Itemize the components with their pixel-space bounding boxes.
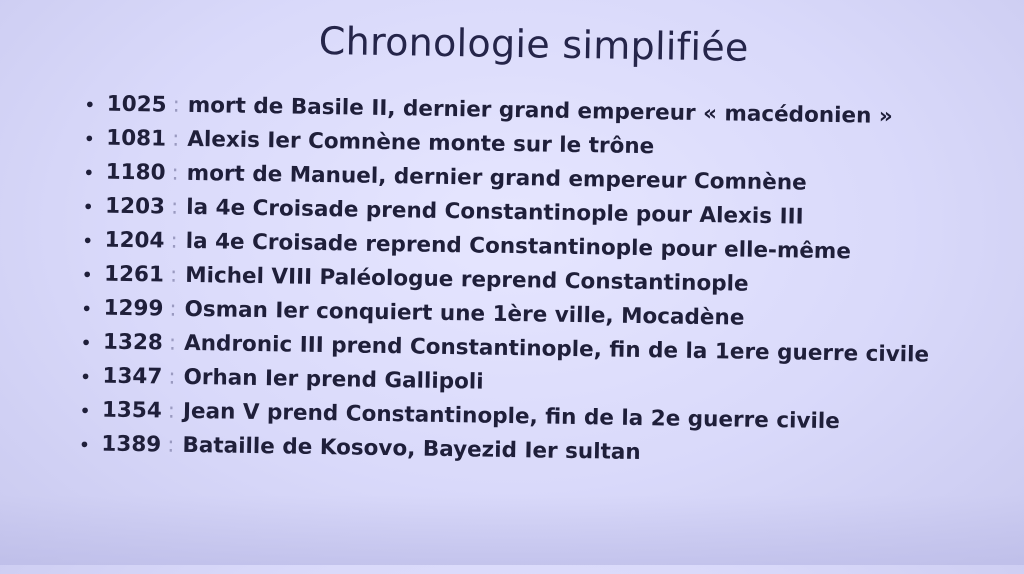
slide-title: Chronologie simplifiée — [318, 18, 749, 70]
event-separator: : — [170, 194, 179, 220]
event-text: mort de Manuel, dernier grand empereur Comnène — [186, 160, 807, 196]
event-separator: : — [170, 228, 178, 254]
event-separator: : — [169, 296, 177, 322]
event-separator: : — [167, 432, 175, 458]
event-text: Alexis Ier Comnène monte sur le trône — [187, 126, 655, 160]
event-text: Michel VIII Paléologue reprend Constantinople — [184, 262, 749, 297]
bullet-icon: • — [83, 163, 95, 183]
event-year: 1204 — [104, 227, 165, 254]
bullet-icon: • — [82, 231, 93, 251]
event-separator: : — [169, 262, 178, 288]
event-year: 1180 — [105, 159, 166, 186]
event-separator: : — [171, 126, 180, 152]
event-year: 1299 — [103, 295, 164, 322]
bullet-icon: • — [84, 129, 95, 149]
bullet-icon: • — [84, 95, 96, 115]
bullet-icon: • — [81, 265, 93, 285]
bottom-shade — [0, 495, 1024, 565]
event-separator: : — [167, 398, 176, 424]
event-year: 1081 — [106, 125, 167, 152]
event-text: mort de Basile II, dernier grand empereur « macédonien » — [187, 92, 893, 129]
event-year: 1354 — [101, 397, 162, 424]
event-text: Jean V prend Constantinople, fin de la 2e guerre civile — [182, 398, 840, 435]
bullet-icon: • — [80, 367, 91, 387]
event-text: la 4e Croisade prend Constantinople pour Alexis III — [186, 194, 804, 230]
event-separator: : — [172, 92, 181, 118]
event-text: Bataille de Kosovo, Bayezid Ier sultan — [182, 432, 641, 466]
bullet-icon: • — [81, 299, 92, 319]
event-text: Osman Ier conquiert une 1ère ville, Mocadène — [184, 296, 745, 331]
event-text: Andronic III prend Constantinople, fin de la 1ere guerre civile — [183, 330, 930, 368]
event-separator: : — [168, 330, 177, 356]
event-year: 1389 — [101, 431, 162, 458]
event-separator: : — [168, 364, 176, 390]
event-text: Orhan Ier prend Gallipoli — [183, 364, 484, 395]
event-year: 1261 — [103, 261, 165, 288]
event-year: 1328 — [102, 329, 164, 356]
event-year: 1347 — [102, 363, 163, 390]
event-year: 1203 — [104, 193, 166, 220]
event-text: la 4e Croisade reprend Constantinople pour elle-même — [185, 228, 852, 265]
bullet-icon: • — [80, 333, 92, 353]
bullet-icon: • — [79, 401, 91, 421]
event-year: 1025 — [106, 91, 167, 118]
bullet-icon: • — [82, 197, 94, 217]
timeline-list — [79, 87, 985, 475]
event-separator: : — [171, 160, 179, 186]
bullet-icon: • — [79, 435, 90, 455]
